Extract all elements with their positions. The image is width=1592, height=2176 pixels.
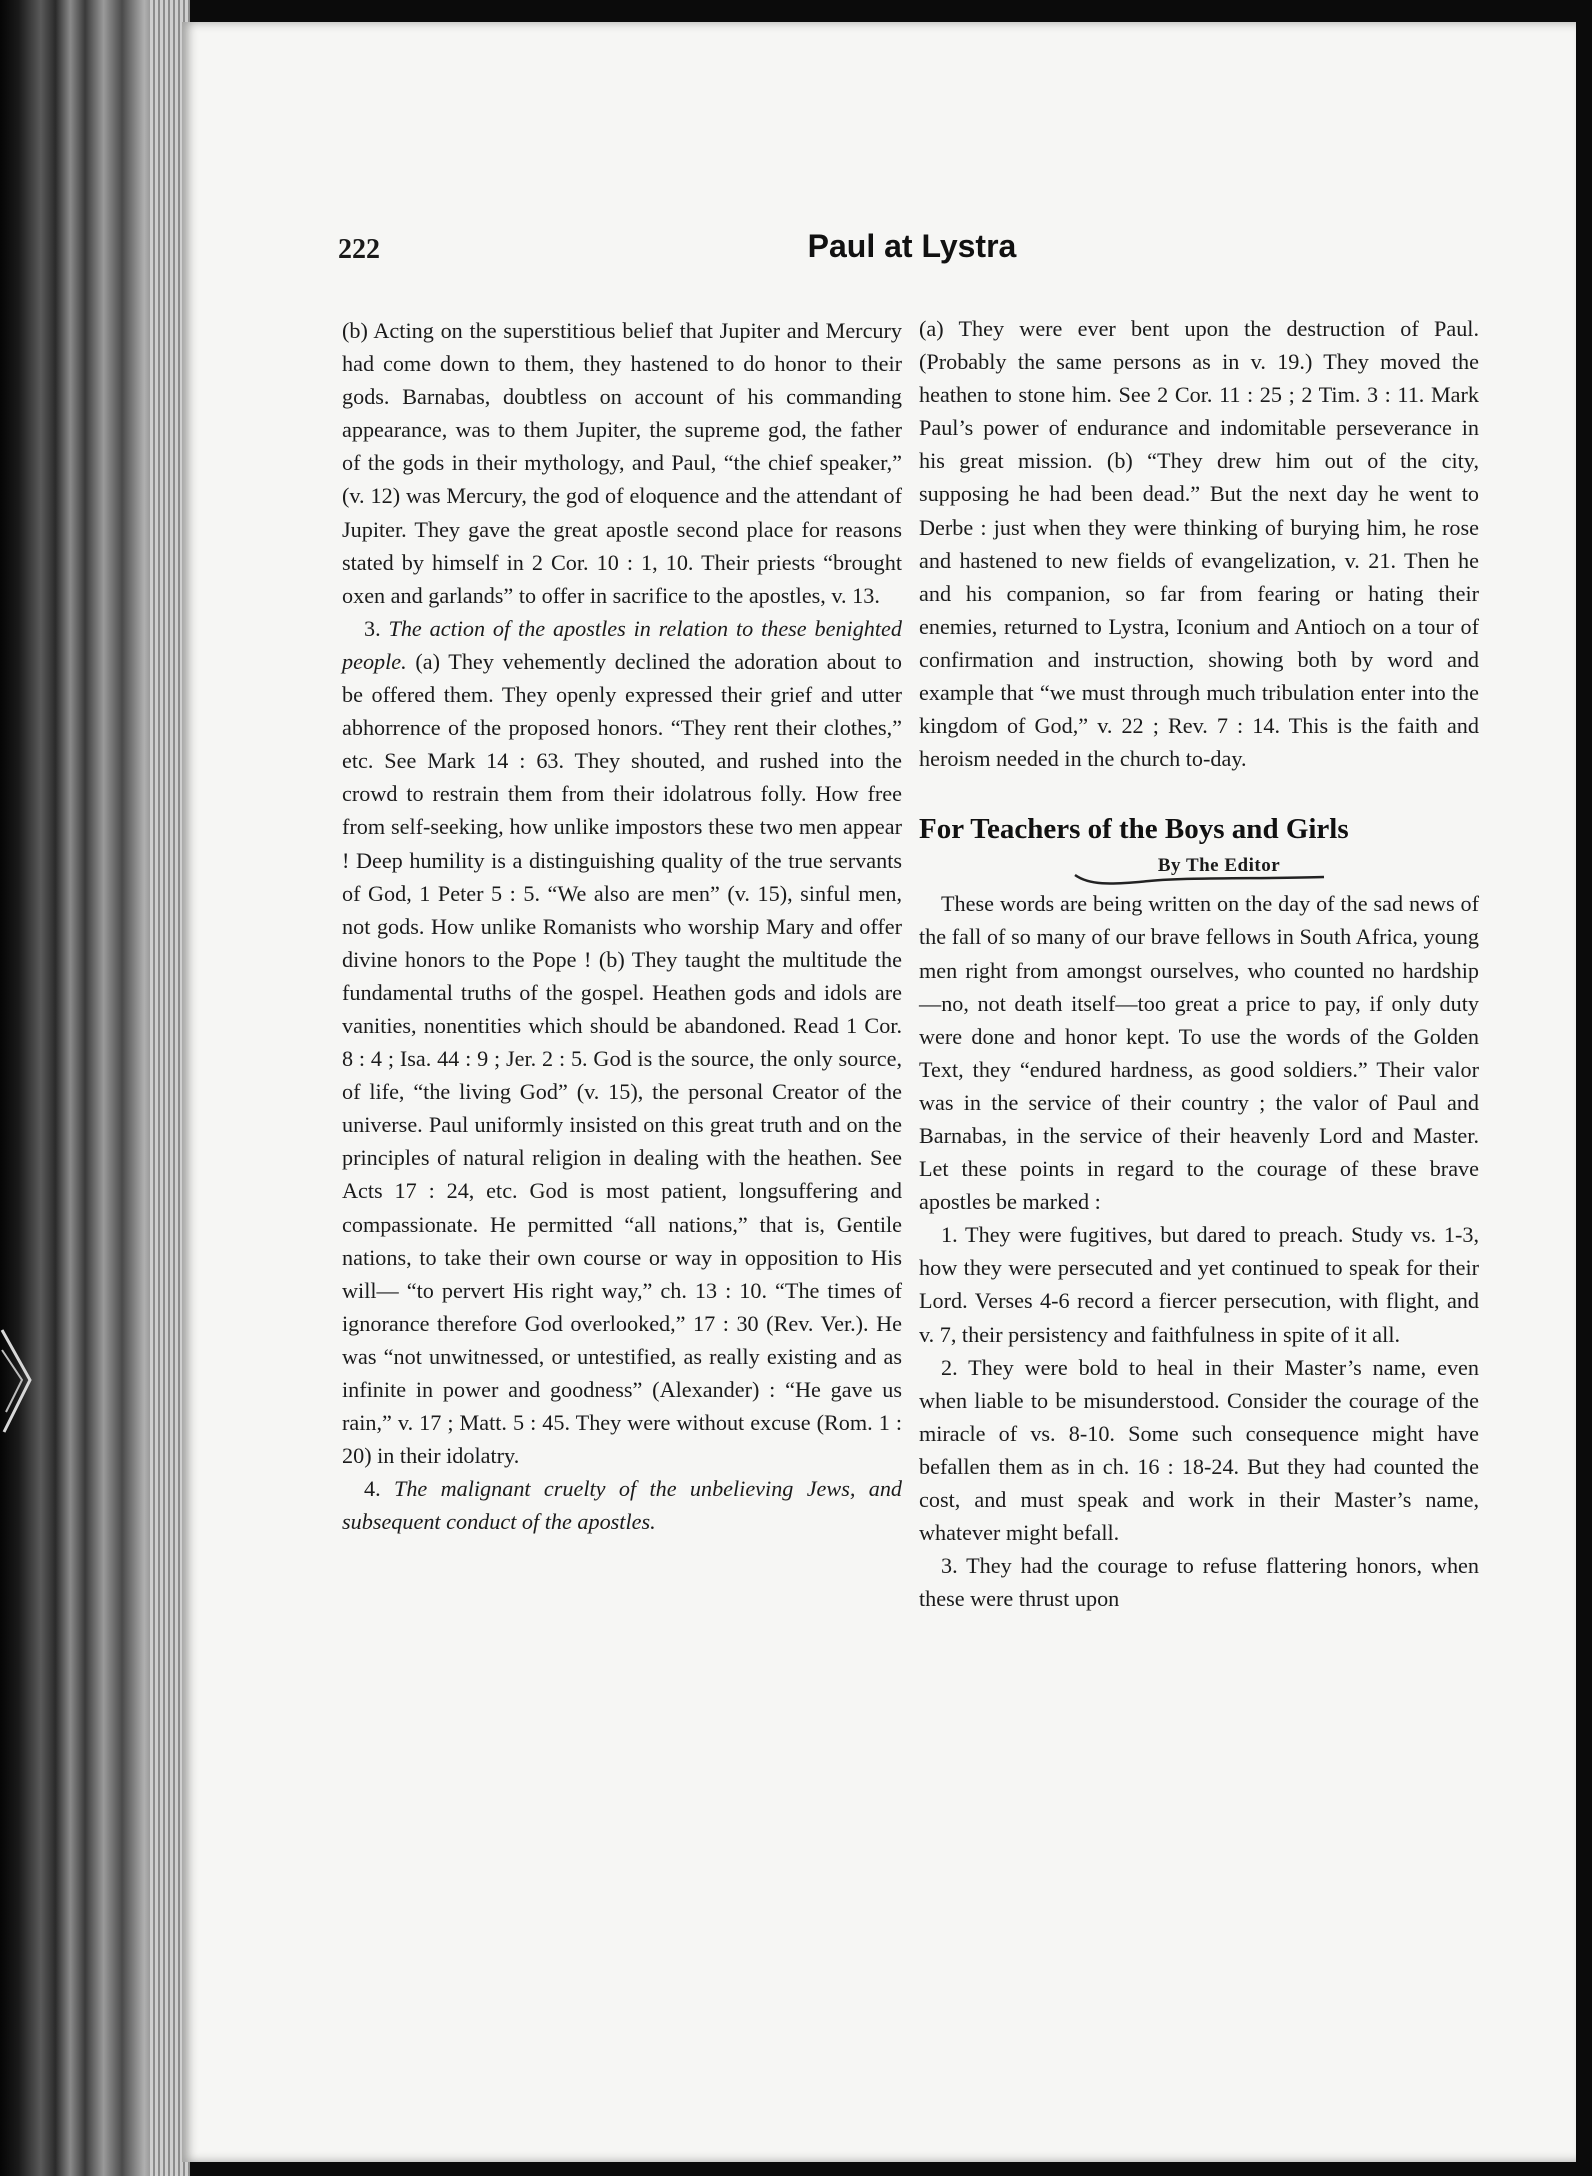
book-page — [182, 22, 1577, 2162]
page-number: 222 — [338, 234, 380, 265]
right-column — [919, 312, 1479, 1615]
text-run: 3. They had the courage to refuse flattering honors, when these were thrust upon — [919, 1553, 1479, 1612]
right-column-bottom — [919, 887, 1479, 1615]
text-run: 2. They were bold to heal in their Master’s name, even when liable to be misunderstood. Consider the courage of the miracle of vs. 8-10. Some such consequence might have befallen them as in ch. 16 : 18-24. But they had counted the cost, and must speak and work in their Master’s name, whatever might befall. — [919, 1354, 1479, 1546]
section-heading: For Teachers of the Boys and Girls — [919, 813, 1349, 846]
text-run: These words are being written on the day of the sad news of the fall of so many of our brave fellows in South Africa, young men right from amongst ourselves, who counted no hardship—no, not death itself—too great a price to pay, if only duty were done and honor kept. To use the words of the Golden Text, they “endured hardness, as good soldiers.” Their valor was in the service of their country ; the valor of Paul and Barnabas, in the service of their heavenly Lord and Master. Let these points in regard to the courage of these brave apostles be marked : — [919, 891, 1479, 1215]
paragraph-p3 — [342, 1472, 902, 1538]
text-run: 3. — [364, 615, 389, 641]
text-run: (a) They were ever bent upon the destruction of Paul. (Probably the same persons as in v. 19.) They moved the heathen to stone him. See 2 Cor. 11 : 25 ; 2 Tim. 3 : 11. Mark Paul’s power of endurance and indomitable perseverance in his great mission. (b) “They drew him out of the city, supposing he had been dead.” But the next day he went to Derbe : just when they were thinking of burying him, he rose and hastened to new fields of evangelization, v. 21. Then he and his companion, so far from fearing or hating their enemies, returned to Lystra, Iconium and Antioch on a tour of confirmation and instruction, showing both by word and example that “we must through much tribulation enter into the kingdom of God,” v. 22 ; Rev. 7 : 14. This is the faith and heroism needed in the church to-day. — [919, 316, 1479, 772]
byline: By The Editor — [1157, 855, 1281, 877]
right-column-top — [919, 312, 1479, 775]
running-title: Paul at Lystra — [807, 228, 1017, 264]
text-run: (b) Acting on the superstitious belief that Jupiter and Mercury had come down to them, they hastened to do honor to their gods. Barnabas, doubtless on account of his commanding appearance, was to them Jupiter, the supreme god, the father of the gods in their mythology, and Paul, “the chief speaker,” (v. 12) was Mercury, the god of eloquence and the attendant of Jupiter. They gave the great apostle second place for reasons stated by himself in 2 Cor. 10 : 1, 10. Their priests “brought oxen and garlands” to offer in sacrifice to the apostles, v. 13. — [342, 318, 902, 608]
text-run: 1. They were fugitives, but dared to preach. Study vs. 1-3, how they were persecuted and yet continued to speak for their Lord. Verses 4-6 record a fiercer persecution, with flight, and v. 7, their persistency and faithfulness in spite of it all. — [919, 1222, 1479, 1347]
paragraph-p2 — [342, 612, 902, 1472]
italic-text: The malignant cruelty of the unbelieving Jews, and subsequent conduct of the apostles. — [342, 1476, 903, 1535]
text-run: 4. — [364, 1476, 394, 1502]
paragraph-r5 — [919, 1549, 1479, 1615]
paragraph-p1 — [342, 314, 902, 612]
byline-block — [919, 847, 1479, 887]
text-run: (a) They vehemently declined the adoration about to be offered them. They openly expressed their grief and utter abhorrence of the proposed honors. “They rent their clothes,” etc. See Mark 14 : 63. They shouted, and rushed into the crowd to restrain them from their idolatrous folly. How free from self-seeking, how unlike impostors these two men appear ! Deep humility is a distinguishing quality of the true servants of God, 1 Peter 5 : 5. “We also are men” (v. 15), sinful men, not gods. How unlike Romanists who worship Mary and offer divine honors to the Pope ! (b) They taught the multitude the fundamental truths of the gospel. Heathen gods and idols are vanities, nonentities which should be abandoned. Read 1 Cor. 8 : 4 ; Isa. 44 : 9 ; Jer. 2 : 5. God is the source, the only source, of life, “the living God” (v. 15), the personal Creator of the universe. Paul uniformly insisted on this great truth and on the principles of natural religion in dealing with the heathen. See Acts 17 : 24, etc. God is most patient, longsuffering and compassionate. He permitted “all nations,” that is, Gentile nations, to take their own course or way in opposition to His will— “to pervert His right way,” ch. 13 : 10. “The times of ignorance therefore God overlooked,” 17 : 30 (Rev. Ver.). He was “not unwitnessed, or untestified, as really existing and as infinite in power and goodness” (Alexander) : “He gave us rain,” v. 17 ; Matt. 5 : 45. They were without excuse (Rom. 1 : 20) in their idolatry. — [342, 648, 902, 1469]
left-column — [342, 314, 902, 1538]
paragraph-r4 — [919, 1351, 1479, 1550]
italic-text: The action of the apostles in relation to these benighted people. — [342, 615, 902, 674]
paragraph-r1 — [919, 312, 1479, 775]
right-border — [1576, 0, 1592, 2176]
paragraph-r2 — [919, 887, 1479, 1218]
leaf-mark — [0, 1320, 36, 1440]
byline-flourish — [1069, 869, 1329, 887]
paragraph-r3 — [919, 1218, 1479, 1350]
